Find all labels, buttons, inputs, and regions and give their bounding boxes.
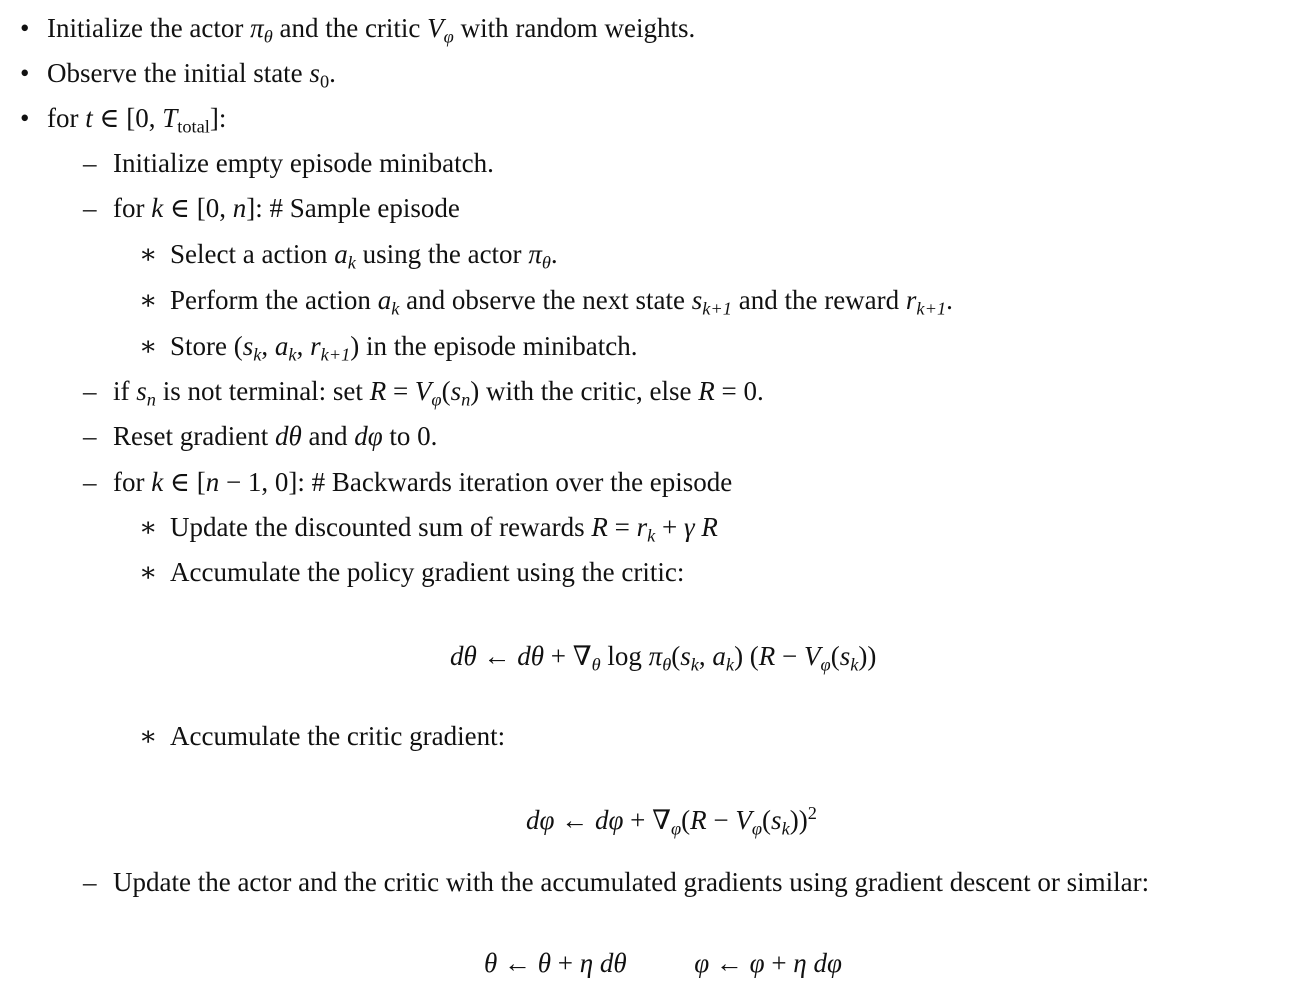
subscript: n	[461, 389, 471, 410]
text-run: Observe the initial state	[47, 58, 310, 88]
math-symbol: $a_k$	[712, 641, 735, 675]
math-symbol: $V_\varphi$	[735, 805, 763, 839]
math-symbol: $r_{k+1}$	[310, 331, 351, 365]
bullet-marker: •	[20, 13, 30, 43]
text-run: − 1, 0]: # Backwards iteration over the episode	[219, 467, 733, 497]
algorithm-step	[170, 511, 718, 546]
algorithm-step	[47, 102, 227, 137]
text-run: + ∇	[544, 641, 592, 671]
subscript: k+1	[916, 298, 947, 319]
text-run: (	[441, 376, 451, 406]
star-marker: ∗	[139, 285, 158, 315]
subscript: k	[253, 344, 262, 365]
math-symbol: $s_k$	[771, 805, 790, 839]
text-run: and	[301, 421, 355, 451]
math-symbol: dφ	[354, 421, 383, 451]
math-symbol: φ	[749, 948, 765, 978]
text-run: −	[775, 641, 805, 671]
dash-marker: –	[83, 421, 97, 451]
subscript: φ	[670, 818, 682, 839]
text-run: is not terminal: set	[155, 376, 370, 406]
math-symbol: k	[151, 467, 164, 497]
text-run: and the reward	[731, 285, 906, 315]
math-symbol: dθ	[517, 641, 545, 671]
subscript: total	[177, 116, 210, 137]
text-run: ←	[709, 948, 750, 978]
subscript: k+1	[320, 344, 351, 365]
math-symbol: $r_k$	[636, 512, 656, 546]
text-run: ) with the critic, else	[470, 376, 699, 406]
math-symbol: $s_n$	[450, 376, 471, 410]
math-symbol: $r_{k+1}$	[905, 285, 947, 319]
dash-marker: –	[83, 193, 97, 223]
equation	[484, 947, 842, 979]
text-run: ∈ [0,	[163, 193, 233, 223]
text-run: +	[655, 512, 685, 542]
text-run: (	[762, 805, 772, 835]
text-run: .	[329, 58, 336, 88]
math-symbol: $T_{total}$	[162, 103, 210, 137]
math-symbol: $\pi_\theta$	[528, 239, 551, 273]
algorithm-step	[113, 375, 764, 410]
subscript: k	[781, 818, 790, 839]
text-run: ,	[296, 331, 311, 361]
subscript: k+1	[702, 298, 732, 319]
text-run: .	[550, 239, 558, 269]
subscript: k	[690, 654, 699, 675]
math-symbol: R	[591, 512, 608, 542]
math-symbol: n	[232, 193, 247, 223]
superscript: 2	[807, 802, 817, 823]
text-run: to 0.	[382, 421, 438, 451]
star-marker: ∗	[139, 512, 158, 542]
math-symbol: $a_k$	[274, 331, 297, 365]
dash-marker: –	[83, 467, 97, 497]
text-run: = 0.	[714, 376, 764, 406]
subscript: k	[647, 525, 656, 546]
subscript: φ	[443, 26, 454, 47]
bullet-marker: •	[20, 58, 30, 88]
subscript: θ	[591, 654, 601, 675]
bullet-marker: •	[20, 103, 30, 133]
subscript: φ	[751, 818, 763, 839]
text-run: ,	[261, 331, 275, 361]
algorithm-step	[113, 147, 494, 179]
text-run: ))	[858, 641, 877, 671]
math-symbol: $s_0$	[309, 58, 330, 92]
text-run: Reset gradient	[113, 421, 275, 451]
math-symbol: $V_\varphi$	[414, 376, 442, 410]
text-run: and the critic	[272, 13, 428, 43]
math-symbol: dφ	[594, 805, 624, 835]
subscript: φ	[431, 389, 442, 410]
text-run: and observe the next state	[399, 285, 692, 315]
math-symbol: θ	[537, 948, 552, 978]
equation	[526, 802, 817, 839]
subscript: k	[725, 654, 735, 675]
text-run: ∈ [0,	[92, 103, 163, 133]
text-run: (	[671, 641, 681, 671]
text-run: ←	[554, 805, 595, 835]
text-run: for	[113, 467, 152, 497]
text-run: ]:	[209, 103, 227, 133]
subscript: 0	[319, 71, 330, 92]
text-run: =	[386, 376, 415, 406]
math-symbol: φ	[694, 948, 710, 978]
math-symbol: $a_k$	[334, 239, 356, 273]
dash-marker: –	[83, 148, 97, 178]
subscript: θ	[263, 26, 273, 47]
text-run: Accumulate the critic gradient:	[170, 721, 506, 751]
math-symbol: R	[690, 805, 707, 835]
math-symbol: $V_\varphi$	[427, 13, 454, 47]
algorithm-step	[113, 466, 732, 498]
algorithm-step	[170, 284, 953, 319]
subscript: n	[146, 389, 156, 410]
math-symbol: $s_n$	[136, 376, 156, 410]
text-run: Update the actor and the critic with the accumulated gradients using gradient descent or similar:	[113, 867, 1150, 897]
algorithm-step	[170, 330, 638, 365]
text-run: Update the discounted sum of rewards	[170, 512, 592, 542]
math-symbol: $V_\varphi$	[804, 641, 831, 675]
text-run: for	[113, 193, 152, 223]
text-run: Initialize empty episode minibatch.	[113, 148, 494, 178]
subscript: φ	[820, 654, 831, 675]
dash-marker: –	[83, 376, 97, 406]
math-symbol: $s_k$	[242, 331, 262, 365]
algorithm-step	[113, 420, 437, 452]
equation	[450, 640, 877, 675]
text-run: ←	[497, 948, 538, 978]
text-run: log	[600, 641, 649, 671]
math-symbol: η dθ	[579, 948, 627, 978]
text-run: using the actor	[355, 239, 529, 269]
math-symbol: θ	[484, 948, 498, 978]
text-run: Initialize the actor	[47, 13, 251, 43]
text-run: Perform the action	[170, 285, 378, 315]
text-run: ) (	[734, 641, 759, 671]
text-run: Store (	[170, 331, 243, 361]
math-symbol: dφ	[526, 805, 555, 835]
text-run	[670, 805, 682, 839]
star-marker: ∗	[139, 239, 158, 269]
math-symbol: $a_k$	[377, 285, 400, 319]
text-run: =	[607, 512, 637, 542]
math-symbol: R	[369, 376, 387, 406]
text-run: ))$^2$	[789, 802, 817, 835]
math-symbol: R	[698, 376, 715, 406]
star-marker: ∗	[139, 721, 158, 751]
algorithm-step	[47, 12, 696, 47]
algorithm-step	[113, 866, 1149, 898]
math-symbol: $s_k$	[839, 641, 859, 675]
math-symbol: dθ	[450, 641, 477, 671]
algorithm-step	[170, 720, 505, 752]
math-symbol: γ R	[684, 512, 718, 542]
text-run: with random weights.	[453, 13, 696, 43]
subscript: θ	[662, 654, 672, 675]
text-run: ∈ [	[163, 467, 206, 497]
text-run: +	[551, 948, 580, 978]
math-symbol: t	[85, 103, 93, 133]
text-run: (	[830, 641, 840, 671]
text-run: ) in the episode minibatch.	[350, 331, 638, 361]
subscript: k	[391, 298, 400, 319]
math-symbol: $s_k$	[680, 641, 699, 675]
subscript: k	[347, 252, 356, 273]
math-symbol: $\pi_\theta$	[648, 641, 672, 675]
text-run: −	[706, 805, 736, 835]
dash-marker: –	[83, 867, 97, 897]
text-run: (	[681, 805, 691, 835]
subscript: k	[288, 344, 297, 365]
algorithm-step	[113, 192, 460, 224]
text-run: for	[47, 103, 86, 133]
text-run: Select a action	[170, 239, 335, 269]
math-symbol: k	[151, 193, 164, 223]
math-symbol: R	[758, 641, 776, 671]
star-marker: ∗	[139, 557, 158, 587]
math-symbol: η dφ	[793, 948, 842, 978]
text-run	[591, 641, 601, 675]
math-symbol: n	[205, 467, 220, 497]
text-run: if	[113, 376, 137, 406]
star-marker: ∗	[139, 331, 158, 361]
text-run: + ∇	[623, 805, 671, 835]
text-run: +	[764, 948, 794, 978]
text-run: Accumulate the policy gradient using the critic:	[170, 557, 685, 587]
subscript: k	[850, 654, 859, 675]
math-symbol: $\pi_\theta$	[250, 13, 273, 47]
algorithm-step	[170, 238, 558, 273]
algorithm-step	[47, 57, 336, 92]
math-symbol: $s_{k+1}$	[691, 285, 732, 319]
subscript: θ	[541, 252, 551, 273]
text-run: .	[946, 285, 953, 315]
math-symbol: dθ	[274, 421, 302, 451]
text-run: ←	[476, 641, 518, 671]
algorithm-step	[170, 556, 684, 588]
text-run	[627, 948, 695, 978]
text-run: ,	[698, 641, 713, 671]
text-run: ]: # Sample episode	[246, 193, 460, 223]
